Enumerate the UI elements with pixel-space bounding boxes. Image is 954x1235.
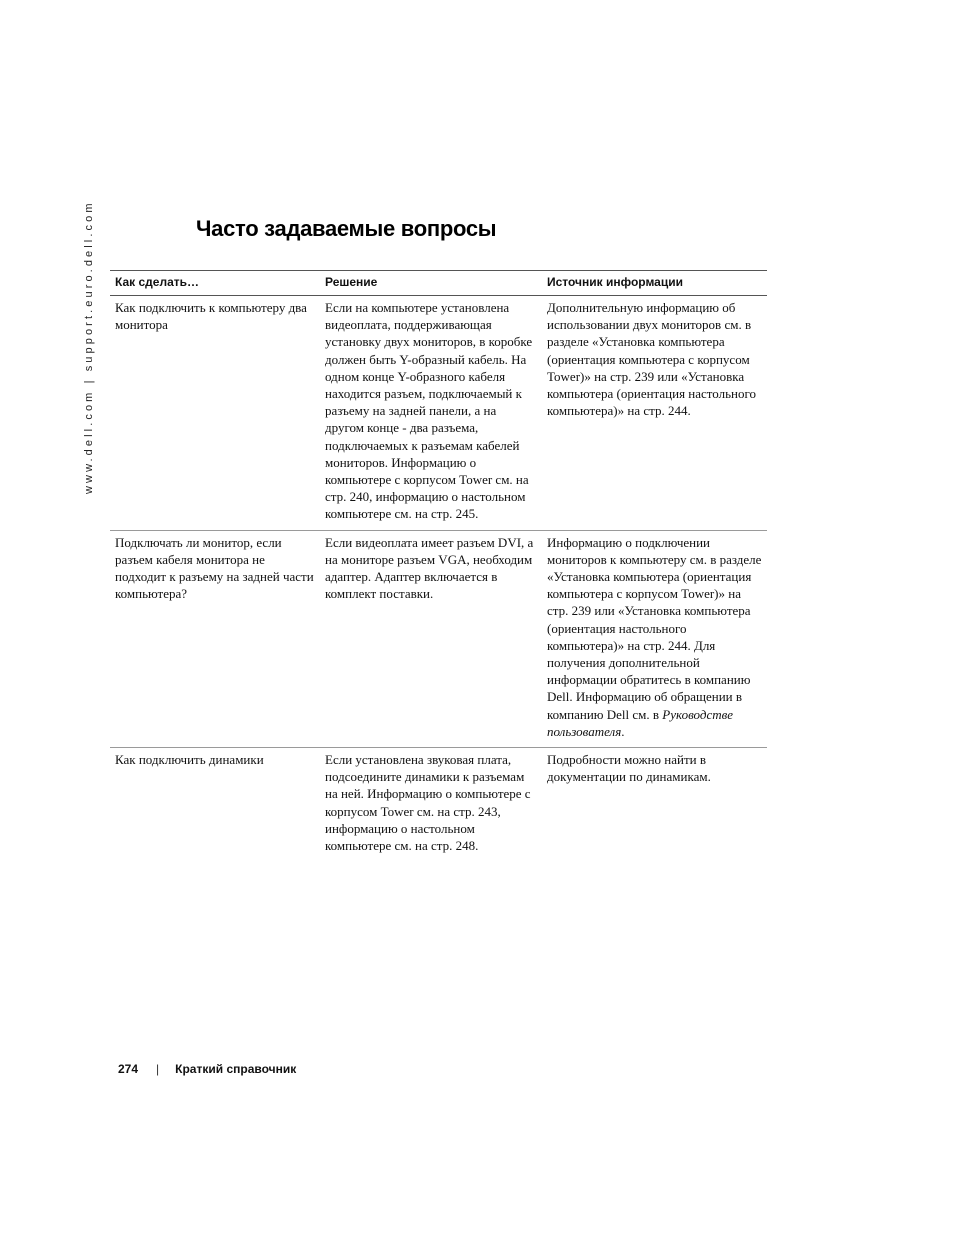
question-cell: Как подключить к компьютеру два монитора: [110, 296, 320, 531]
column-header-how-to: Как сделать…: [110, 271, 320, 296]
question-cell: Подключать ли монитор, если разъем кабеля монитора не подходит к разъему на задней части компьютера?: [110, 530, 320, 747]
page-title: Часто задаваемые вопросы: [196, 216, 497, 241]
source-text: Информацию о подключении мониторов к компьютеру см. в разделе «Установка компьютера (ориентация компьютера с корпусом Tower)» на стр. 239 или «Установка компьютера (ориентация настольного компьютера)» на стр. 244. Для получения дополнительной информации обратитесь в компанию Dell. Информацию об обращении в компанию Dell см. в: [547, 534, 762, 722]
solution-cell: Если видеоплата имеет разъем DVI, а на мониторе разъем VGA, необходим адаптер. Адаптер включается в комплект поставки.: [320, 530, 542, 747]
table-header-row: [110, 271, 767, 296]
solution-cell: Если на компьютере установлена видеоплата, поддерживающая установку двух мониторов, в коробке должен быть Y-образный кабель. На одном конце Y-образного кабеля находится разъем, подключаемый к разъему на задней панели, а на другом конце - два разъема, подключаемых к разъемам кабелей мониторов. Информацию о компьютере с корпусом Tower см. на стр. 240, информацию о настольном компьютере см. на стр. 245.: [320, 296, 542, 531]
table-row: [110, 530, 767, 747]
source-cell: Подробности можно найти в документации по динамикам.: [547, 752, 711, 785]
page-footer: [118, 1062, 296, 1076]
book-title: Краткий справочник: [175, 1062, 297, 1076]
source-cell: [542, 530, 767, 747]
question-cell: Как подключить динамики: [115, 752, 264, 768]
column-header-source: Источник информации: [542, 271, 767, 296]
faq-table: [110, 270, 767, 861]
column-header-solution: Решение: [320, 271, 542, 296]
footer-separator: |: [156, 1062, 160, 1076]
user-guide-title: Руководстве пользователя: [547, 706, 734, 739]
page-number: 274: [118, 1062, 139, 1076]
table-row: [110, 748, 767, 862]
solution-cell: Если установлена звуковая плата, подсоедините динамики к разъемам на ней. Информацию о компьютере с корпусом Tower см. на стр. 243, информацию о настольном компьютере см. на стр. 248.: [325, 752, 531, 854]
source-cell: Дополнительную информацию об использовании двух мониторов см. в разделе «Установка компьютера (ориентация компьютера с корпусом Tower)» на стр. 239 или «Установка компьютера (ориентация настольного компьютера)» на стр. 244.: [542, 296, 767, 531]
table-row: [110, 296, 767, 531]
source-end: .: [621, 723, 625, 739]
sidebar-url: www.dell.com | support.euro.dell.com: [83, 200, 95, 494]
